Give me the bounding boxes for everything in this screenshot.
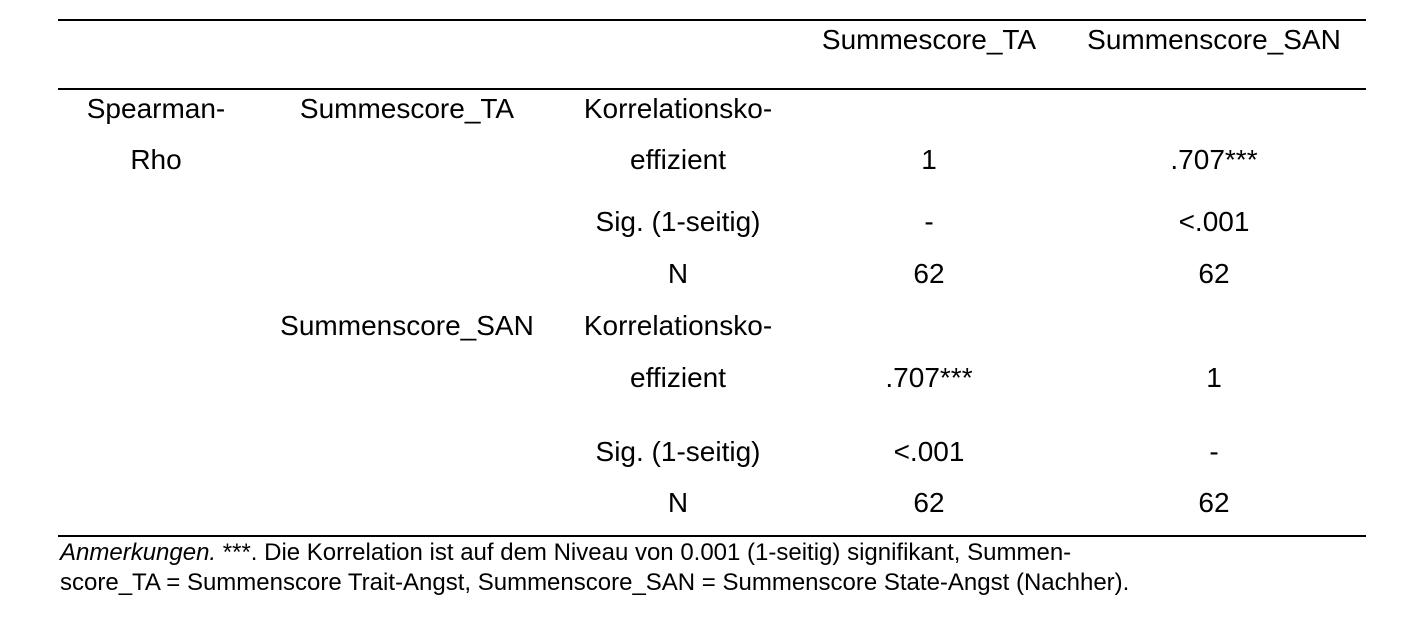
table-cell: - <box>1209 436 1219 467</box>
row-variable-summenscore-san: Summenscore_SAN <box>280 310 534 341</box>
table-note-line1 <box>60 538 1360 568</box>
stat-label-sig: Sig. (1-seitig) <box>595 206 761 237</box>
table-cell: 62 <box>913 258 945 289</box>
stat-label-n: N <box>667 487 689 518</box>
table-note-line1-text: ***. Die Korrelation ist auf dem Niveau von 0.001 (1-seitig) signifikant, Summen- <box>216 539 1072 566</box>
table-cell: 1 <box>1206 362 1222 393</box>
table-cell: 62 <box>1198 487 1230 518</box>
table-cell: .707*** <box>1170 144 1258 175</box>
stat-label-sig: Sig. (1-seitig) <box>595 436 761 467</box>
row-variable-summescore-ta: Summescore_TA <box>299 93 515 124</box>
table-note-line2: score_TA = Summenscore Trait-Angst, Summenscore_SAN = Summenscore State-Angst (Nachher). <box>60 569 1130 596</box>
stat-label-correlation-line1: Korrelationsko- <box>583 310 773 341</box>
table-cell: - <box>924 206 934 237</box>
stat-label-n: N <box>667 258 689 289</box>
table-cell: .707*** <box>885 362 973 393</box>
table-note-italic-prefix: Anmerkungen. <box>60 539 217 566</box>
stat-label-correlation-line1: Korrelationsko- <box>583 93 773 124</box>
table-top-rule <box>58 19 1366 21</box>
table-note <box>60 538 1360 598</box>
column-header-summenscore-san: Summenscore_SAN <box>1087 24 1341 55</box>
table-cell: 1 <box>921 144 937 175</box>
table-cell: <.001 <box>893 436 965 467</box>
method-label-line1: Spearman- <box>86 93 226 124</box>
table-header-rule <box>58 88 1366 90</box>
column-header-summescore-ta: Summescore_TA <box>821 24 1037 55</box>
stat-label-correlation-line2: effizient <box>630 362 726 393</box>
stat-label-correlation-line2: effizient <box>630 144 726 175</box>
table-cell: 62 <box>913 487 945 518</box>
table-bottom-rule <box>58 535 1366 537</box>
table-cell: <.001 <box>1178 206 1250 237</box>
table-cell: 62 <box>1198 258 1230 289</box>
method-label-line2: Rho <box>130 144 182 175</box>
